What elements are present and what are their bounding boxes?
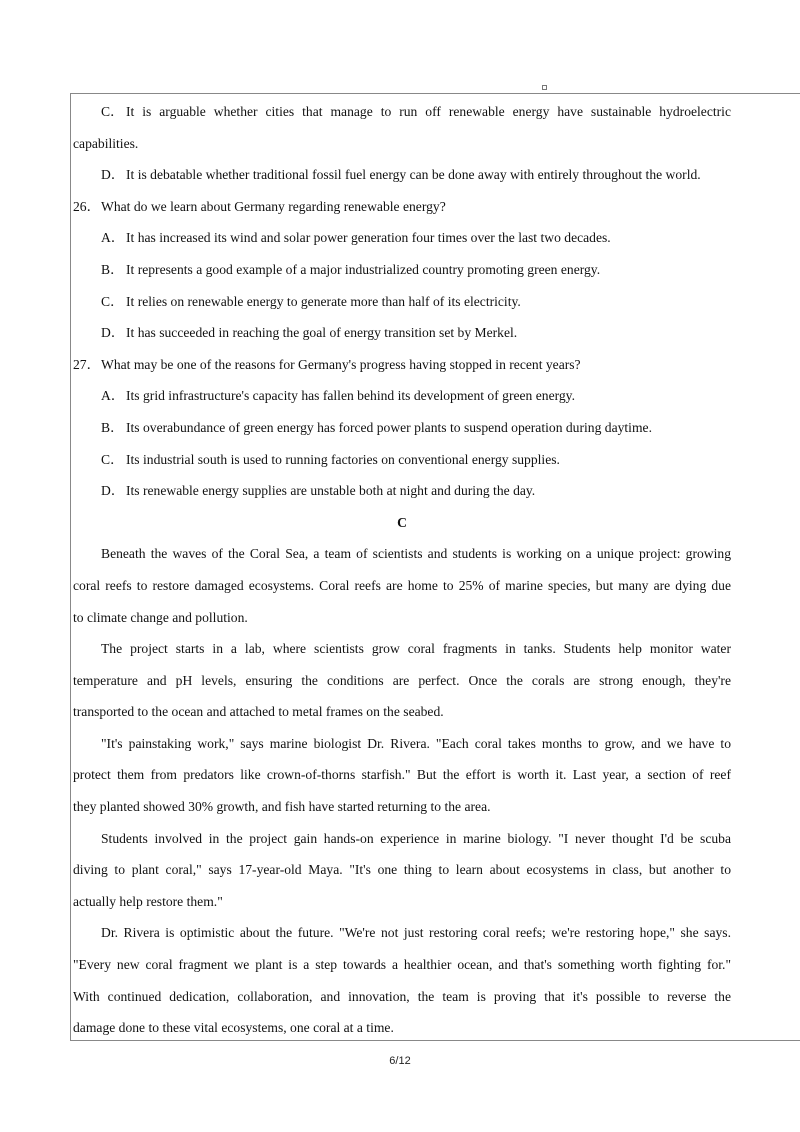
section-heading: C — [397, 514, 407, 530]
passage-p4-line2: diving to plant coral," says 17-year-old Maya. "It's one thing to learn about ecosystems in class, but another to — [73, 862, 731, 878]
passage-p5-line4: damage done to these vital ecosystems, one coral at a time. — [73, 1020, 394, 1036]
option-letter: D． — [101, 483, 125, 499]
passage-p1-line1: Beneath the waves of the Coral Sea, a team of scientists and students is working on a unique project: growing — [101, 546, 731, 562]
question-number: 26． — [73, 198, 101, 214]
option-text: It is arguable whether cities that manage to run off renewable energy have sustainable hydroelectric — [126, 104, 731, 119]
option-letter: B． — [101, 419, 124, 435]
passage-p2-line1: The project starts in a lab, where scientists grow coral fragments in tanks. Students help monitor water — [101, 641, 731, 657]
page-content — [73, 96, 731, 1044]
question-27 — [73, 349, 731, 381]
q26-option-a — [73, 222, 731, 254]
question-stem: What do we learn about Germany regarding renewable energy? — [101, 198, 446, 214]
q26-option-b — [73, 254, 731, 286]
passage-p3-line1: "It's painstaking work," says marine biologist Dr. Rivera. "Each coral takes months to grow, and we have to — [101, 735, 731, 751]
q27-option-d — [73, 475, 731, 507]
passage-p3-line2: protect them from predators like crown-of-thorns starfish." But the effort is worth it. Last year, a section of reef — [73, 767, 731, 783]
passage-p2-line2: temperature and pH levels, ensuring the conditions are perfect. Once the corals are strong enough, they're — [73, 672, 731, 688]
option-letter: A． — [101, 388, 125, 404]
option-letter: D． — [101, 167, 125, 183]
option-letter: C． — [101, 451, 124, 467]
q25-option-c-continued: capabilities. — [73, 135, 139, 151]
option-letter: C． — [101, 104, 124, 119]
passage-p5-line3: With continued dedication, collaboration, and innovation, the team is proving that it's possible to reverse the — [73, 988, 731, 1004]
question-26 — [73, 191, 731, 223]
option-text: It represents a good example of a major industrialized country promoting green energy. — [126, 261, 601, 277]
option-text: Its industrial south is used to running factories on conventional energy supplies. — [126, 451, 560, 467]
q26-option-c — [73, 286, 731, 318]
q26-option-d — [73, 317, 731, 349]
question-number: 27． — [73, 356, 101, 372]
passage-p3-line3: they planted showed 30% growth, and fish have started returning to the area. — [73, 799, 491, 815]
option-letter: D． — [101, 325, 125, 341]
q25-option-d — [73, 159, 731, 191]
option-text: It relies on renewable energy to generate more than half of its electricity. — [126, 293, 521, 309]
passage-p5-line1: Dr. Rivera is optimistic about the future. "We're not just restoring coral reefs; we're restoring hope," she says. — [101, 925, 731, 941]
q27-option-b — [73, 412, 731, 444]
q27-option-c — [73, 444, 731, 476]
page-corner-mark — [542, 85, 547, 90]
option-letter: B． — [101, 261, 124, 277]
passage-p1-line3: to climate change and pollution. — [73, 609, 248, 625]
passage-p4-line1: Students involved in the project gain hands-on experience in marine biology. "I never thought I'd be scuba — [101, 830, 731, 846]
page-number: 6/12 — [389, 1055, 411, 1067]
q25-option-c — [73, 96, 731, 128]
passage-p5-line2: "Every new coral fragment we plant is a step towards a healthier ocean, and that's something worth fighting for." — [73, 957, 731, 973]
question-stem: What may be one of the reasons for Germany's progress having stopped in recent years? — [101, 356, 581, 372]
option-text: It has increased its wind and solar power generation four times over the last two decades. — [126, 230, 611, 246]
option-text: Its renewable energy supplies are unstable both at night and during the day. — [126, 483, 536, 499]
passage-p4-line3: actually help restore them." — [73, 893, 223, 909]
option-letter: A． — [101, 230, 125, 246]
option-text: It has succeeded in reaching the goal of energy transition set by Merkel. — [126, 325, 518, 341]
option-text: It is debatable whether traditional fossil fuel energy can be done away with entirely throughout the world. — [126, 167, 701, 183]
passage-p1-line2: coral reefs to restore damaged ecosystems. Coral reefs are home to 25% of marine species, but many are dying due — [73, 577, 731, 593]
option-text: Its overabundance of green energy has forced power plants to suspend operation during daytime. — [126, 419, 652, 435]
passage-p2-line3: transported to the ocean and attached to metal frames on the seabed. — [73, 704, 444, 720]
option-letter: C． — [101, 293, 124, 309]
option-text: Its grid infrastructure's capacity has fallen behind its development of green energy. — [126, 388, 575, 404]
q27-option-a — [73, 380, 731, 412]
